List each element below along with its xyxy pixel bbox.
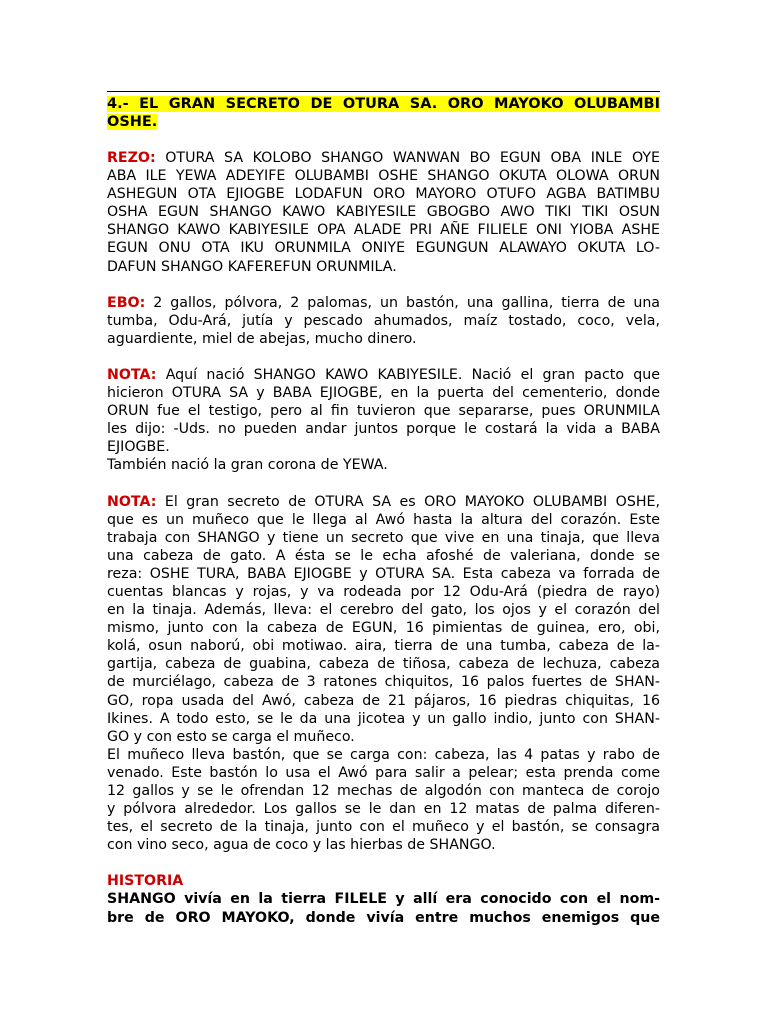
rezo-line: OSHA EGUN SHANGO KAWO KABIYESILE GBOGBO AWO TIKI TIKI OSUN	[107, 204, 660, 221]
nota2-line: El muñeco lleva bastón, que se carga con: cabeza, las 4 patas y rabo de	[107, 746, 660, 763]
top-rule	[107, 91, 660, 92]
document-page	[107, 91, 660, 927]
ebo-label: EBO:	[107, 294, 146, 311]
nota2-line: cuentas blancas y rojas, y va rodeada por 12 Odu-Ará (piedra de rayo)	[107, 583, 660, 600]
nota2-line: que es un muñeco que le llega al Awó hasta la altura del corazón. Este	[107, 511, 660, 528]
nota1-line: Aquí nació SHANGO KAWO KABIYESILE. Nació el gran pacto que	[165, 366, 660, 383]
section-heading	[107, 95, 660, 131]
nota1-line: hicieron OTURA SA y BABA EJIOGBE, en la puerta del cementerio, donde	[107, 385, 660, 402]
nota1-line: ORUN fue el testigo, pero al fin tuvieron que separarse, pues ORUNMILA	[107, 403, 660, 420]
nota2-line: y pólvora alrededor. Los gallos se le dan en 12 matas de palma diferen-	[107, 801, 660, 818]
nota2-line: El gran secreto de OTURA SA es ORO MAYOKO OLUBAMBI OSHE,	[164, 493, 660, 510]
nota2-line: reza: OSHE TURA, BABA EJIOGBE y OTURA SA. Esta cabeza va forrada de	[107, 565, 660, 582]
nota2-label: NOTA:	[107, 493, 157, 510]
nota1-extra-line: También nació la gran corona de YEWA.	[107, 457, 388, 474]
rezo-line: SHANGO KAWO KABIYESILE OPA ALADE PRI AÑE FILIELE ONI YIOBA ASHE	[107, 222, 660, 239]
ebo-line: 2 gallos, pólvora, 2 palomas, un bastón, una gallina, tierra de una	[153, 294, 660, 311]
nota2-line: GO y con esto se carga el muñeco.	[107, 728, 355, 745]
rezo-line: EGUN ONU OTA IKU ORUNMILA ONIYE EGUNGUN ALAWAYO OKUTA LO-	[107, 240, 660, 257]
nota2-line: 12 gallos y se le ofrendan 12 mechas de algodón con manteca de corojo	[107, 783, 660, 799]
nota1-label: NOTA:	[107, 366, 157, 383]
ebo-line: aguardiente, miel de abejas, mucho dinero.	[107, 330, 417, 347]
nota2-line: venado. Este bastón lo usa el Awó para salir a pelear; esta prenda come	[107, 764, 660, 781]
heading-highlight: 4.- EL GRAN SECRETO DE OTURA SA. ORO MAYOKO OLUBAMBI OSHE.	[107, 96, 660, 130]
nota2-line: Ikines. A todo esto, se le da una jicotea y un gallo indio, junto con SHAN-	[107, 710, 660, 727]
rezo-line: ASHEGUN OTA EJIOGBE LODAFUN ORO MAYORO OTUFO AGBA BATIMBU	[107, 186, 660, 203]
historia-line: SHANGO vivía en la tierra FILELE y allí era conocido con el nom-	[107, 891, 660, 908]
ebo-line: tumba, Odu-Ará, jutía y pescado ahumados, maíz tostado, coco, vela,	[107, 312, 660, 329]
rezo-paragraph	[107, 149, 660, 276]
historia-line: bre de ORO MAYOKO, donde vivía entre muchos enemigos que	[107, 909, 660, 926]
historia-heading: HISTORIA	[107, 873, 184, 890]
nota2-line: en la tinaja. Además, lleva: el cerebro del gato, los ojos y el corazón del	[107, 602, 660, 619]
nota2-line: una cabeza de gato. A ésta se le echa afoshé de valeriana, donde se	[107, 547, 660, 564]
nota2-line: GO, ropa usada del Awó, cabeza de 21 pájaros, 16 piedras chiquitas, 16	[107, 692, 660, 709]
nota2-line: kolá, osun naború, obi motiwao. aira, tierra de una tumba, cabeza de la-	[107, 638, 660, 655]
rezo-label: REZO:	[107, 150, 156, 166]
nota2-line: con vino seco, agua de coco y las hierbas de SHANGO.	[107, 837, 496, 854]
nota1-line: les dijo: -Uds. no pueden andar juntos porque le costará la vida a BABA	[107, 421, 660, 438]
nota1-line: EJIOGBE.	[107, 439, 170, 456]
rezo-line: DAFUN SHANGO KAFEREFUN ORUNMILA.	[107, 258, 397, 275]
nota1-paragraph	[107, 366, 660, 475]
historia-section	[107, 872, 660, 926]
rezo-line: OTURA SA KOLOBO SHANGO WANWAN BO EGUN OBA INLE OYE	[165, 150, 660, 166]
nota2-paragraph	[107, 493, 660, 855]
nota2-line: gartija, cabeza de guabina, cabeza de tiñosa, cabeza de lechuza, cabeza	[107, 656, 660, 673]
nota2-line: trabaja con SHANGO y tiene un secreto que vive en una tinaja, que lleva	[107, 529, 660, 546]
ebo-paragraph	[107, 294, 660, 348]
nota2-line: de murciélago, cabeza de 3 ratones chiquitos, 16 palos fuertes de SHAN-	[107, 674, 660, 691]
nota2-line: tes, el secreto de la tinaja, junto con el muñeco y el bastón, se consagra	[107, 819, 660, 836]
rezo-line: ABA ILE YEWA ADEYIFE OLUBAMBI OSHE SHANGO OKUTA OLOWA ORUN	[107, 168, 660, 185]
nota2-line: mismo, junto con la cabeza de EGUN, 16 pimientas de guinea, ero, obi,	[107, 620, 660, 637]
